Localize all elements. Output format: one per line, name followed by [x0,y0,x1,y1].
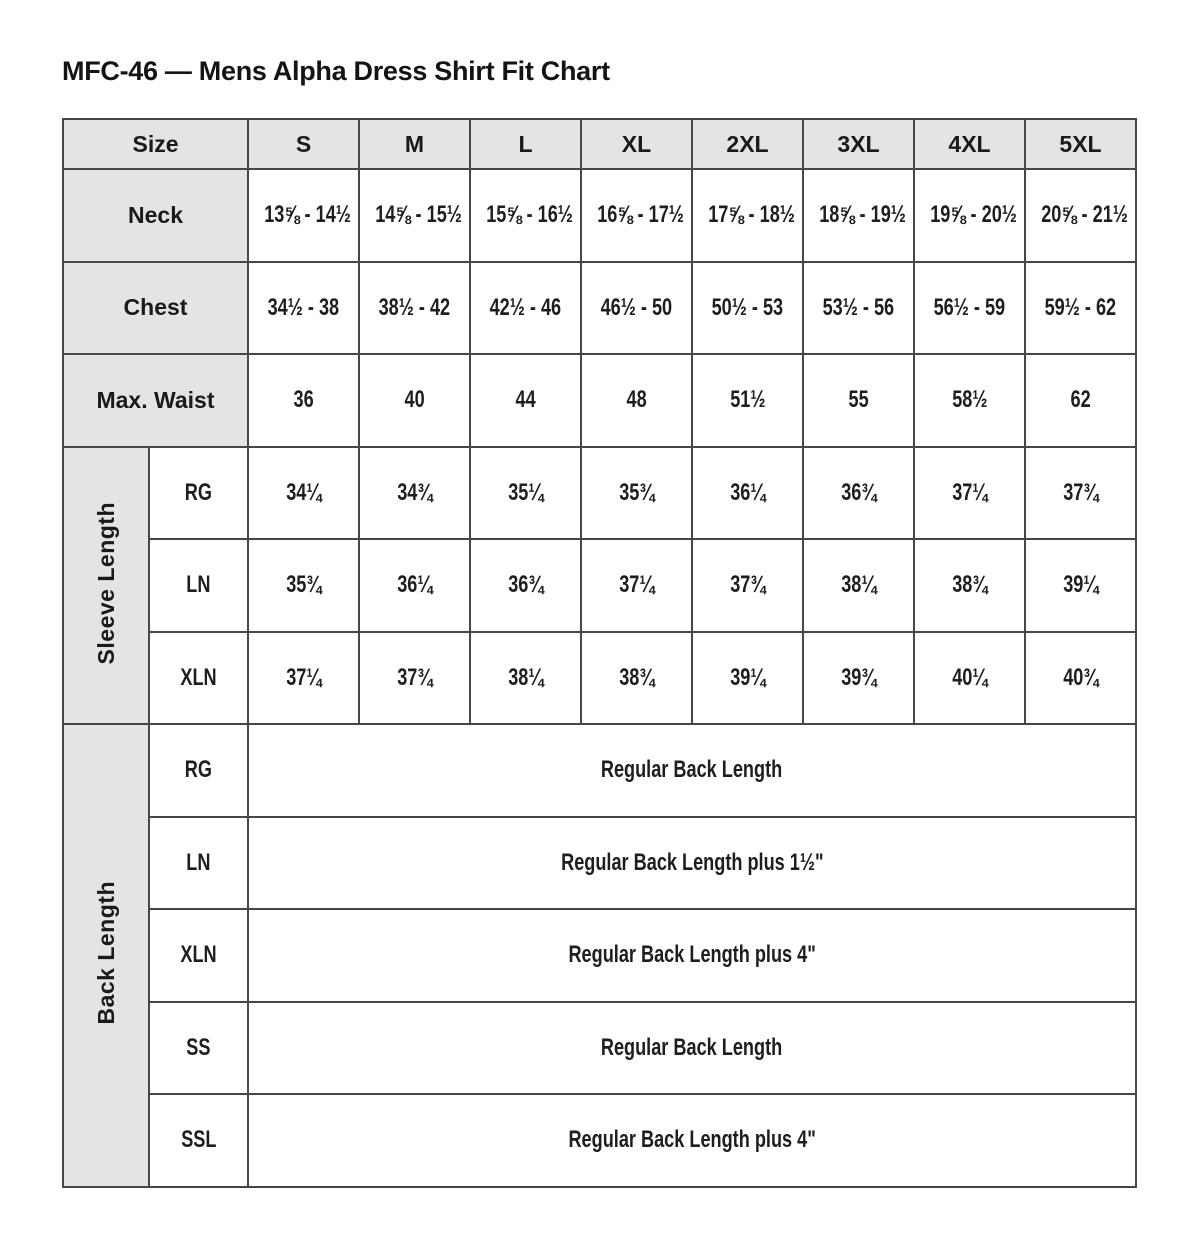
table-cell: 55 [803,354,914,447]
column-header: 3XL [803,119,914,169]
table-cell: 59½ - 62 [1025,262,1136,355]
table-cell: 35¼ [470,447,581,540]
table-row-back-ssl [63,1094,1136,1187]
table-row-sleeve-ln [63,539,1136,632]
table-row-sleeve-xln [63,632,1136,725]
table-row-sleeve-rg [63,447,1136,540]
table-cell: 38½ - 42 [359,262,470,355]
back-length-group-label: Back Length [63,724,149,1187]
table-cell: 38¼ [470,632,581,725]
table-cell: 13⅝ - 14½ [248,169,359,262]
table-cell: 38¾ [581,632,692,725]
span-cell: Regular Back Length [248,724,1136,817]
table-row-neck [63,169,1136,262]
row-label-max-waist: Max. Waist [63,354,248,447]
table-cell: 18⅝ - 19½ [803,169,914,262]
table-cell: 37¼ [248,632,359,725]
table-cell: 44 [470,354,581,447]
span-cell: Regular Back Length plus 4" [248,909,1136,1002]
table-cell: 40 [359,354,470,447]
sub-row-label: LN [149,817,248,910]
table-cell: 42½ - 46 [470,262,581,355]
table-cell: 19⅝ - 20½ [914,169,1025,262]
table-cell: 36 [248,354,359,447]
table-cell: 20⅝ - 21½ [1025,169,1136,262]
column-header: S [248,119,359,169]
table-row-chest [63,262,1136,355]
table-cell: 48 [581,354,692,447]
table-cell: 39¼ [1025,539,1136,632]
table-cell: 62 [1025,354,1136,447]
table-row-max-waist [63,354,1136,447]
table-cell: 34½ - 38 [248,262,359,355]
sub-row-label: XLN [149,632,248,725]
table-cell: 37¾ [692,539,803,632]
column-header: M [359,119,470,169]
table-cell: 50½ - 53 [692,262,803,355]
column-header: XL [581,119,692,169]
table-cell: 36¾ [803,447,914,540]
sub-row-label: SS [149,1002,248,1095]
table-cell: 16⅝ - 17½ [581,169,692,262]
table-cell: 34¼ [248,447,359,540]
sub-row-label: RG [149,724,248,817]
size-header-cell [63,119,248,169]
table-row-back-rg [63,724,1136,817]
table-cell: 38¼ [803,539,914,632]
table-cell: 40¾ [1025,632,1136,725]
span-cell: Regular Back Length plus 1½" [248,817,1136,910]
table-cell: 34¾ [359,447,470,540]
table-cell: 39¾ [803,632,914,725]
table-cell: 40¼ [914,632,1025,725]
table-row-back-xln [63,909,1136,1002]
table-cell: 38¾ [914,539,1025,632]
table-cell: 17⅝ - 18½ [692,169,803,262]
sub-row-label: SSL [149,1094,248,1187]
table-row-back-ss [63,1002,1136,1095]
column-header: L [470,119,581,169]
sub-row-label: RG [149,447,248,540]
table-cell: 14⅝ - 15½ [359,169,470,262]
header-row [63,119,1136,169]
column-header: 5XL [1025,119,1136,169]
row-label-neck: Neck [63,169,248,262]
table-cell: 37¾ [359,632,470,725]
table-cell: 15⅝ - 16½ [470,169,581,262]
column-header: 2XL [692,119,803,169]
span-cell: Regular Back Length plus 4" [248,1094,1136,1187]
table-cell: 37¾ [1025,447,1136,540]
table-cell: 46½ - 50 [581,262,692,355]
table-cell: 36¼ [359,539,470,632]
row-label-chest: Chest [63,262,248,355]
column-header: 4XL [914,119,1025,169]
size-header-label: Size [132,130,179,157]
table-cell: 53½ - 56 [803,262,914,355]
sleeve-length-group-label: Sleeve Length [63,447,149,725]
table-cell: 37¼ [914,447,1025,540]
table-cell: 36¼ [692,447,803,540]
span-cell: Regular Back Length [248,1002,1136,1095]
table-cell: 35¾ [581,447,692,540]
table-cell: 51½ [692,354,803,447]
table-cell: 39¼ [692,632,803,725]
table-cell: 36¾ [470,539,581,632]
table-cell: 37¼ [581,539,692,632]
table-cell: 35¾ [248,539,359,632]
sub-row-label: XLN [149,909,248,1002]
table-cell: 58½ [914,354,1025,447]
table-cell: 56½ - 59 [914,262,1025,355]
page-title: MFC-46 — Mens Alpha Dress Shirt Fit Chart [62,56,610,86]
sub-row-label: LN [149,539,248,632]
table-row-back-ln [63,817,1136,910]
fit-chart-table [62,118,1137,1188]
